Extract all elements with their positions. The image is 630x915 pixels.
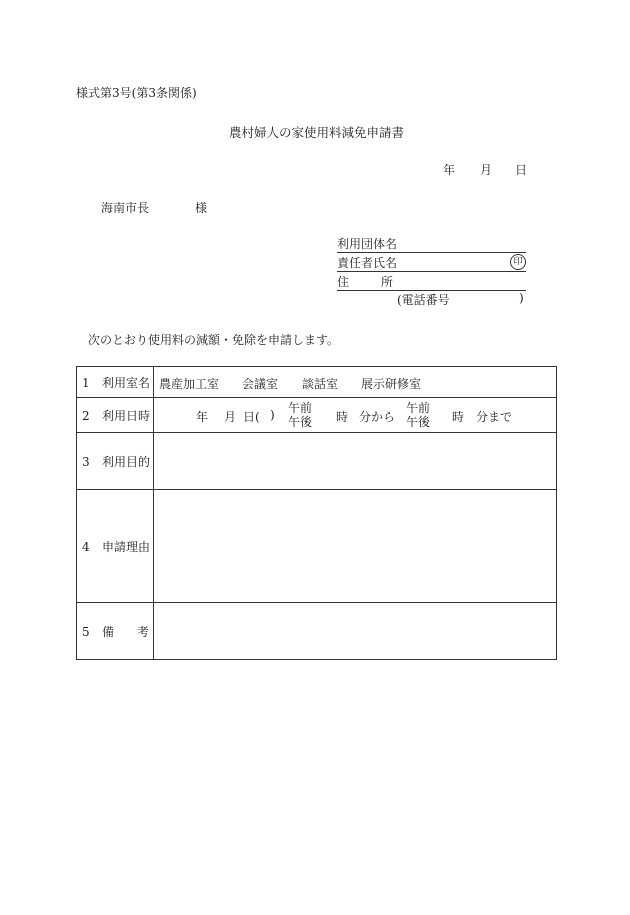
row-label-rooms: 1 利用室名 (77, 367, 154, 398)
remarks-field[interactable] (154, 603, 557, 660)
room-option-meeting[interactable]: 会議室 (242, 377, 279, 391)
document-title: 農村婦人の家使用料減免申請書 (229, 125, 405, 140)
purpose-field[interactable] (154, 433, 557, 490)
intro-text: 次のとおり使用料の減額・免除を申請します。 (88, 333, 340, 347)
phone-label: (電話番号 (397, 293, 450, 307)
address-field[interactable] (337, 272, 526, 291)
dt-ampm-end: 午前 午後 (406, 401, 431, 429)
phone-close: ) (519, 291, 524, 305)
addressee-honorific: 様 (195, 201, 208, 215)
seal-icon: 印 (510, 254, 526, 270)
application-table (76, 366, 557, 660)
dt-hour-start: 時 (336, 410, 349, 424)
table-row (77, 398, 557, 433)
table-row (77, 603, 557, 660)
room-option-processing[interactable]: 農産加工室 (159, 377, 220, 391)
date-year: 年 (443, 163, 456, 177)
dt-close-paren: ) (270, 408, 275, 422)
addressee-name: 海南市長 (101, 201, 150, 215)
address-label-1: 住 (337, 275, 350, 289)
dt-until: 分まで (476, 410, 513, 424)
representative-field[interactable] (337, 253, 526, 272)
form-number: 様式第3号(第3条関係) (76, 86, 197, 100)
dt-day: 日( (243, 410, 260, 424)
dt-year: 年 (196, 410, 209, 424)
dt-hour-end: 時 (452, 410, 465, 424)
table-row (77, 433, 557, 490)
row-label-remarks: 5 備 考 (77, 603, 154, 660)
representative-label: 責任者氏名 (337, 256, 398, 270)
address-label-2: 所 (381, 275, 394, 289)
organization-field[interactable] (337, 234, 526, 253)
reason-field[interactable] (154, 490, 557, 603)
datetime-cell[interactable] (154, 398, 557, 433)
row-label-purpose: 3 利用目的 (77, 433, 154, 490)
dt-month: 月 (224, 410, 237, 424)
table-row (77, 490, 557, 603)
room-option-lounge[interactable]: 談話室 (302, 377, 339, 391)
rooms-cell (154, 367, 557, 398)
row-label-datetime: 2 利用日時 (77, 398, 154, 433)
dt-ampm-start: 午前 午後 (288, 401, 313, 429)
table-row (77, 367, 557, 398)
organization-label: 利用団体名 (337, 237, 398, 251)
date-month: 月 (480, 163, 493, 177)
room-option-exhibition[interactable]: 展示研修室 (361, 377, 422, 391)
date-day: 日 (515, 163, 528, 177)
row-label-reason: 4 申請理由 (77, 490, 154, 603)
dt-from: 分から (359, 410, 396, 424)
